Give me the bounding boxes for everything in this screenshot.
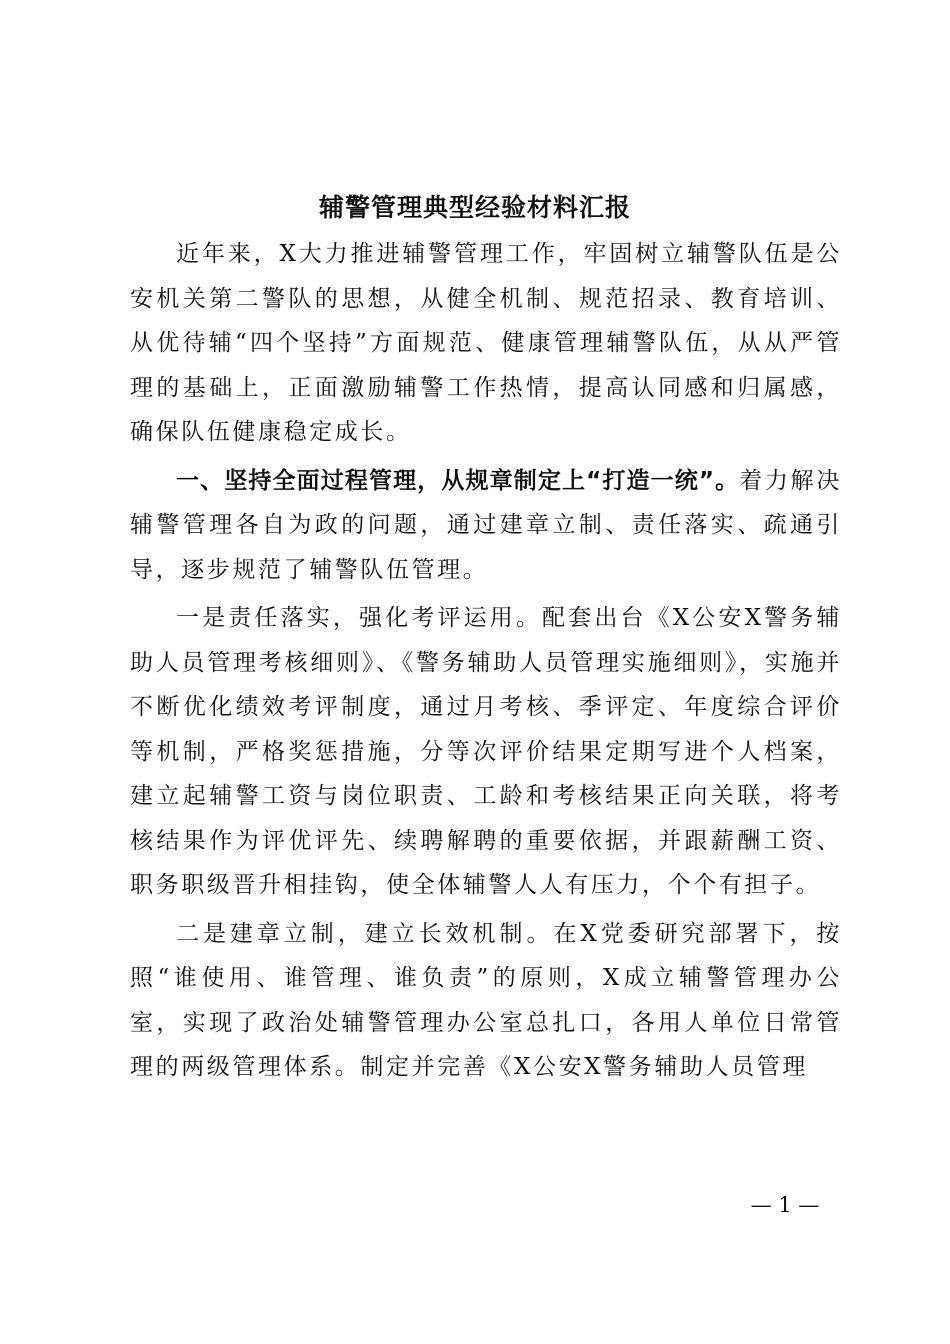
- point-2-paragraph: 二是建章立制，建立长效机制。在X党委研究部署下，按照“谁使用、谁管理、谁负责”的原则，X成立辅警管理办公室，实现了政治处辅警管理办公室总扎口，各用人单位日常管理的两级管理体系。制定并完善《X公安X警务辅助人员管理: [130, 920, 842, 1080]
- section-1-text: 着力解决辅警管理各自为政的问题，通过建章立制、责任落实、疏通引导，逐步规范了辅警队伍管理。: [130, 467, 842, 583]
- intro-paragraph: 近年来，X大力推进辅警管理工作，牢固树立辅警队伍是公安机关第二警队的思想，从健全机制、规范招录、教育培训、从优待辅“四个坚持”方面规范、健康管理辅警队伍，从从严管理的基础上，正面激励辅警工作热情，提高认同感和归属感，确保队伍健康稳定成长。: [130, 241, 842, 445]
- page-number: — 1 —: [750, 1193, 820, 1217]
- document-title: 辅警管理典型经验材料汇报: [318, 193, 631, 222]
- document-body: [130, 232, 842, 1090]
- point-1-paragraph: 一是责任落实，强化考评运用。配套出台《X公安X警务辅助人员管理考核细则》、《警务辅助人员管理实施细则》，实施并不断优化绩效考评制度，通过月考核、季评定、年度综合评价等机制，严格奖惩措施，分等次评价结果定期写进个人档案，建立起辅警工资与岗位职责、工龄和考核结果正向关联，将考核结果作为评优评先、续聘解聘的重要依据，并跟薪酬工资、职务职级晋升相挂钩，使全体辅警人人有压力，个个有担子。: [130, 605, 842, 898]
- section-1-paragraph: [130, 459, 842, 593]
- section-1-heading: 一、坚持全面过程管理，从规章制定上“打造一统”。: [176, 467, 740, 494]
